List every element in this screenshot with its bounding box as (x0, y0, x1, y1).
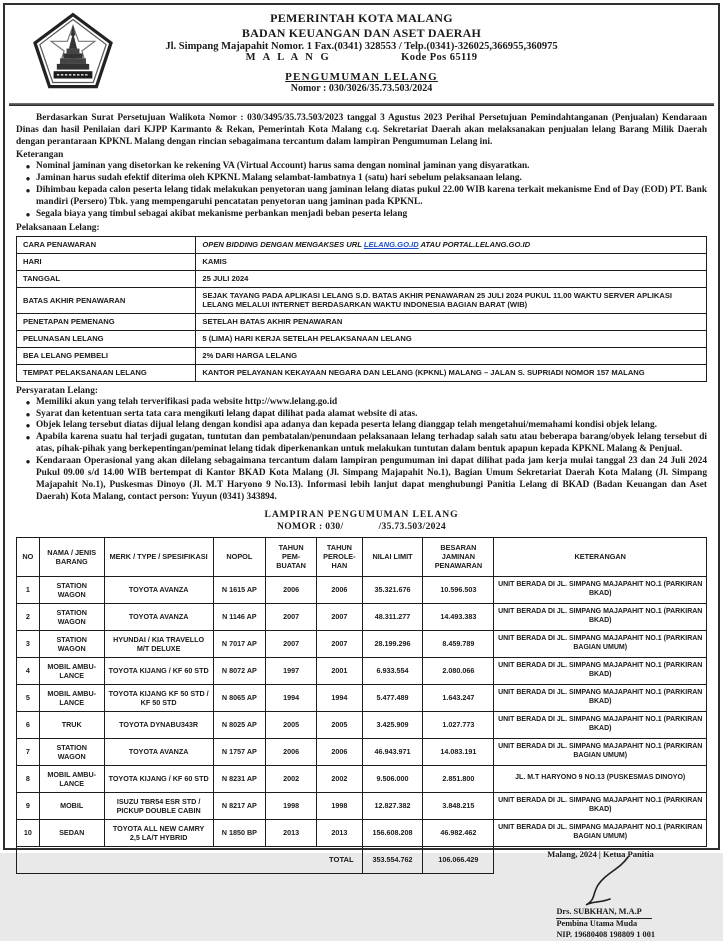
row-label: BEA LELANG PEMBELI (17, 347, 196, 364)
row-value: 25 JULI 2024 (196, 270, 707, 287)
row-value: KANTOR PELAYANAN KEKAYAAN NEGARA DAN LELANG (KPKNL) MALANG – JALAN S. SUPRIADI NOMOR 157 MALANG (196, 364, 707, 381)
total-row (17, 846, 707, 873)
signature-area (494, 846, 707, 939)
table-row: 3 STATION WAGON HYUNDAI / KIA TRAVELLO M/T DELUXE N 7017 AP 2007 2007 28.199.296 8.459.789 UNIT BERADA DI JL. SIMPANG MAJAPAHIT NO.1 (PARKIRAN BAGIAN UMUM) (17, 630, 707, 657)
bullet-icon: ● (25, 162, 31, 172)
lampiran-title: LAMPIRAN PENGUMUMAN LELANG (264, 508, 459, 520)
list-item: ● Segala biaya yang timbul sebagai akibat mekanisme perbankan menjadi beban peserta lelang (20, 209, 707, 221)
list-item: ● Nominal jaminan yang disetorkan ke rekening VA (Virtual Account) harus sama dengan nominal jaminan yang disyaratkan. (20, 161, 707, 173)
row-value: 2% DARI HARGA LELANG (196, 347, 707, 364)
table-row (17, 270, 707, 287)
list-item: ● Memiliki akun yang telah terverifikasi pada website http://www.lelang.go.id (20, 397, 707, 409)
signatory-identity (556, 907, 706, 940)
column-header: NOPOL (213, 537, 265, 576)
table-row: 7 STATION WAGON TOYOTA AVANZA N 1757 AP 2006 2006 46.943.971 14.083.191 UNIT BERADA DI JL. SIMPANG MAJAPAHIT NO.1 (PARKIRAN BAGIAN UMUM) (17, 738, 707, 765)
table-row (17, 347, 707, 364)
postal-code: Kode Pos 65119 (401, 52, 478, 63)
signatory-nip: NIP. 19680408 198809 1 001 (556, 929, 656, 939)
bullet-icon: ● (25, 397, 31, 407)
signatory-rank: Pembina Utama Muda (556, 919, 638, 929)
list-item: ● Syarat dan ketentuan serta tata cara mengikuti lelang dapat dilihat pada alamat website di atas. (20, 409, 707, 421)
auction-items-table (16, 537, 707, 939)
row-value: KAMIS (196, 253, 707, 270)
table-row: 1 STATION WAGON TOYOTA AVANZA N 1615 AP 2006 2006 35.321.676 10.596.503 UNIT BERADA DI JL. SIMPANG MAJAPAHIT NO.1 (PARKIRAN BKAD) (17, 576, 707, 603)
bullet-icon: ● (25, 186, 31, 196)
row-label: PELUNASAN LELANG (17, 330, 196, 347)
row-value: SEJAK TAYANG PADA APLIKASI LELANG S.D. BATAS AKHIR PENAWARAN 25 JULI 2024 PUKUL 11.00 WAKTU SERVER APLIKASI LELANG MELALUI INTERNET BERDASARKAN WAKTU INDONESIA BAGIAN BARAT (WIB) (196, 287, 707, 313)
total-label: TOTAL (17, 846, 363, 873)
table-row (17, 253, 707, 270)
document-number: Nomor : 030/3026/35.73.503/2024 (290, 83, 433, 94)
agency-name: BADAN KEUANGAN DAN ASET DAERAH (241, 26, 482, 40)
signature-place-line: Malang, 2024 | Ketua Panitia (547, 848, 654, 859)
row-label: HARI (17, 253, 196, 270)
table-row: 10 SEDAN TOYOTA ALL NEW CAMRY 2,5 LA/T HYBRID N 1850 BP 2013 2013 156.608.208 46.982.462 UNIT BERADA DI JL. SIMPANG MAJAPAHIT NO.1 (PARKIRAN BAGIAN UMUM) (17, 819, 707, 846)
table-row (17, 313, 707, 330)
column-header: TAHUN PEM-BUATAN (266, 537, 317, 576)
table-row: 4 MOBIL AMBU-LANCE TOYOTA KIJANG / KF 60 STD N 8072 AP 1997 2001 6.933.554 2.080.066 UNIT BERADA DI JL. SIMPANG MAJAPAHIT NO.1 (PARKIRAN BKAD) (17, 657, 707, 684)
table-row: 8 MOBIL AMBU-LANCE TOYOTA KIJANG / KF 60 STD N 8231 AP 2002 2002 9.506.000 2.851.800 JL. M.T HARYONO 9 NO.13 (PUSKESMAS DINOYO) (17, 765, 707, 792)
page-frame (3, 3, 720, 939)
city-name: M A L A N G (245, 52, 332, 63)
row-value: 5 (LIMA) HARI KERJA SETELAH PELAKSANAAN LELANG (196, 330, 707, 347)
row-label: CARA PENAWARAN (17, 236, 196, 253)
column-header: NILAI LIMIT (362, 537, 423, 576)
government-name: PEMERINTAH KOTA MALANG (270, 11, 453, 25)
pelaksanaan-table (16, 236, 707, 382)
table-row (17, 364, 707, 381)
row-label: TEMPAT PELAKSANAAN LELANG (17, 364, 196, 381)
table-row: 9 MOBIL ISUZU TBR54 ESR STD / PICKUP DOUBLE CABIN N 8217 AP 1998 1998 12.827.382 3.848.215 UNIT BERADA DI JL. SIMPANG MAJAPAHIT NO.1 (PARKIRAN BKAD) (17, 792, 707, 819)
keterangan-title: Keterangan (16, 150, 64, 161)
list-item: ● Jaminan harus sudah efektif diterima oleh KPKNL Malang selambat-lambatnya 1 (satu) hari sebelum pelaksanaan lelang. (20, 173, 707, 185)
table-row (17, 330, 707, 347)
row-value: OPEN BIDDING DENGAN MENGAKSES URL LELANG.GO.ID ATAU PORTAL.LELANG.GO.ID (196, 236, 707, 253)
table-row: 6 TRUK TOYOTA DYNABU343R N 8025 AP 2005 2005 3.425.909 1.027.773 UNIT BERADA DI JL. SIMPANG MAJAPAHIT NO.1 (PARKIRAN BKAD) (17, 711, 707, 738)
bullet-icon: ● (25, 209, 31, 219)
signature-block (494, 847, 706, 941)
bullet-icon: ● (25, 409, 31, 419)
keterangan-list (20, 161, 707, 220)
column-header: BESARAN JAMINAN PENAWARAN (423, 537, 494, 576)
address-line: Jl. Simpang Majapahit Nomor. 1 Fax.(0341) 328553 / Telp.(0341)-326025,366955,360975 (165, 41, 558, 52)
column-header: KETERANGAN (494, 537, 707, 576)
column-header: MERK / TYPE / SPESIFIKASI (104, 537, 213, 576)
signatory-name: Drs. SUBKHAN, M.A.P (556, 907, 651, 919)
list-item: ● Dihimbau kepada calon peserta lelang tidak melakukan penyetoran uang jaminan lelang diatas pukul 22.00 WIB karena terkait mekanisme End of Day (EOD) PT. Bank mandiri (Persero) Tbk. yang mempengaruhi pencatatan penyetoran uang jaminan pada KPKNL. (20, 185, 707, 209)
intro-paragraph: Berdasarkan Surat Persetujuan Walikota Nomor : 030/3495/35.73.503/2023 tanggal 3 Agustus 2023 Perihal Persetujuan Pemindahtanganan (Penjualan) Kendaraan Dinas dan hasil Penilaian dari KJPP Karmanto & Rekan, Pemerintah Kota Malang c.q. Sekretariat Daerah akan melaksanakan penjualan lelang Barang Milik Daerah dengan perantaraan KPKNL Malang dengan rincian sebagaimana tercantum dalam lampiran Pengumuman Lelang ini. (16, 113, 707, 148)
letterhead (16, 10, 707, 99)
row-label: PENETAPAN PEMENANG (17, 313, 196, 330)
signature-scribble-icon (556, 855, 676, 909)
persyaratan-title: Persyaratan Lelang: (16, 385, 99, 396)
row-label: BATAS AKHIR PENAWARAN (17, 287, 196, 313)
table-row: 5 MOBIL AMBU-LANCE TOYOTA KIJANG KF 50 STD / KF 50 STD N 8065 AP 1994 1994 5.477.489 1.643.247 UNIT BERADA DI JL. SIMPANG MAJAPAHIT NO.1 (PARKIRAN BKAD) (17, 684, 707, 711)
lelang-go-id-link[interactable]: LELANG.GO.ID (363, 240, 419, 250)
row-label: TANGGAL (17, 270, 196, 287)
total-nilai-limit: 353.554.762 (362, 846, 423, 873)
bullet-icon: ● (25, 457, 31, 467)
column-header: TAHUN PEROLE-HAN (317, 537, 363, 576)
bullet-icon: ● (25, 433, 31, 443)
city-postal-row (16, 52, 707, 63)
bullet-icon: ● (25, 174, 31, 184)
pelaksanaan-title: Pelaksanaan Lelang: (16, 222, 100, 233)
persyaratan-list (20, 397, 707, 504)
list-item: ● Objek lelang tersebut diatas dijual lelang dengan kondisi apa adanya dan kepada peserta lelang dianggap telah mengetahui/memahami kondisi objek lelang. (20, 420, 707, 432)
table-row (17, 236, 707, 253)
lampiran-number: NOMOR : 030/ /35.73.503/2024 (277, 520, 446, 532)
document-title: PENGUMUMAN LELANG (285, 71, 438, 83)
table-row: 2 STATION WAGON TOYOTA AVANZA N 1146 AP 2007 2007 48.311.277 14.493.383 UNIT BERADA DI JL. SIMPANG MAJAPAHIT NO.1 (PARKIRAN BKAD) (17, 603, 707, 630)
kota-malang-emblem-icon (32, 13, 114, 89)
table-header-row (17, 537, 707, 576)
table-row (17, 287, 707, 313)
column-header: NO (17, 537, 40, 576)
lampiran-heading (16, 509, 707, 533)
total-jaminan: 106.066.429 (423, 846, 494, 873)
row-value: SETELAH BATAS AKHIR PENAWARAN (196, 313, 707, 330)
header-divider (9, 103, 714, 106)
column-header: NAMA / JENIS BARANG (39, 537, 104, 576)
list-item: ● Apabila karena suatu hal terjadi gugatan, tuntutan dan pembatalan/penundaan pelaksanaan lelang terhadap salah satu atau beberapa barang/obyek lelang tersebut di atas, pihak-pihak yang berkepentingan/peminat lelang tidak diperkenankan untuk melakukan tuntutan dalam bentuk apapun kepada KPKNL Malang & Penjual. (20, 432, 707, 456)
list-item: ● Kendaraan Operasional yang akan dilelang sebagaimana tercantum dalam lampiran pengumuman ini dapat dilihat pada jam kerja mulai tanggal 23 dan 24 Juli 2024 Pukul 09.00 s/d 14.00 WIB bertempat di Kantor BKAD Kota Malang (Jl. Simpang Majapahit No.1), Bagian Umum Sekretariat Daerah Kota Malang (Jl. Simpang Majapahit No.1), Puskesmas Dinoyo (Jl. M.T Haryono 9 No.13). Informasi lebih lanjut dapat menghubungi Panitia Lelang di BKAD (Badan Keuangan dan Aset Daerah) Kota Malang, contact person: Yuyun (0341) 343894. (20, 456, 707, 504)
bullet-icon: ● (25, 421, 31, 431)
